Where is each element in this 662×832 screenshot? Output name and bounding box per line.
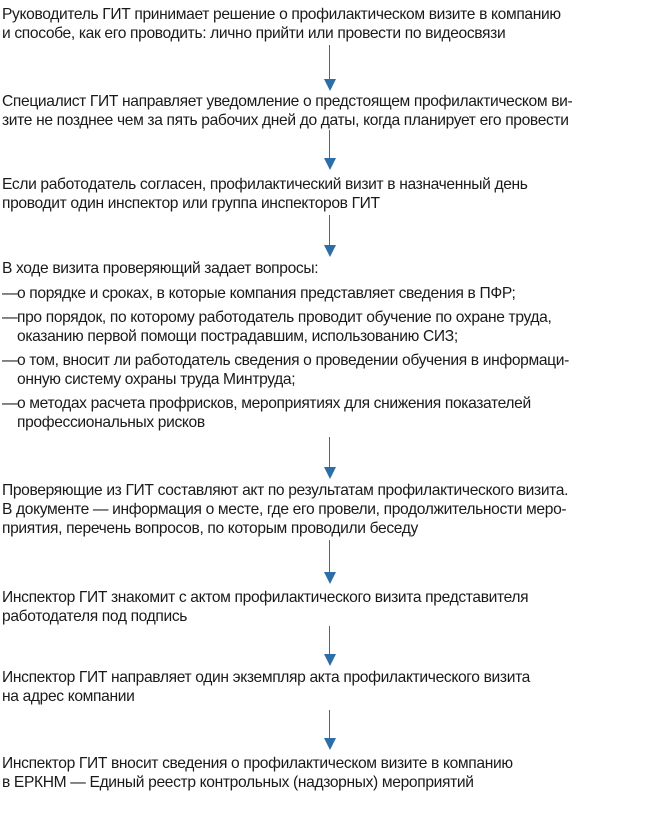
step-text: проводит один инспектор или группа инспекторов ГИТ xyxy=(2,195,380,212)
step-text: В документе — информация о месте, где его провели, продолжительности меро- xyxy=(2,501,567,518)
step-8 xyxy=(2,754,658,792)
step-text: Инспектор ГИТ знакомит с актом профилактического визита представителя xyxy=(2,589,529,606)
step-text: Инспектор ГИТ направляет один экземпляр акта профилактического визита xyxy=(2,669,531,686)
dash-bullet: — xyxy=(2,395,18,412)
arrow-down-icon xyxy=(323,45,337,91)
arrow-down-icon xyxy=(323,437,337,479)
question-item: —о том, вносит ли работодатель сведения о проведении обучения в информаци- онную систему охраны труда Минтруда; xyxy=(2,352,569,388)
step-text: Специалист ГИТ направляет уведомление о предстоящем профилактическом ви- xyxy=(2,93,573,110)
step-text: В ходе визита проверяющий задает вопросы: xyxy=(2,260,319,277)
step-6 xyxy=(2,588,658,626)
step-text: приятия, перечень вопросов, по которым проводили беседу xyxy=(2,520,418,537)
arrow-down-icon xyxy=(323,130,337,170)
step-2 xyxy=(2,92,658,130)
step-text: на адрес компании xyxy=(2,688,135,705)
step-3 xyxy=(2,175,658,213)
arrow-down-icon xyxy=(323,540,337,584)
dash-bullet: — xyxy=(2,285,18,302)
arrow-down-icon xyxy=(323,626,337,666)
step-text: Проверяющие из ГИТ составляют акт по результатам профилактического визита. xyxy=(2,482,569,499)
step-text: и способе, как его проводить: лично прийти или провести по видеосвязи xyxy=(2,25,506,42)
step-text: Если работодатель согласен, профилактический визит в назначенный день xyxy=(2,176,528,193)
dash-bullet: — xyxy=(2,352,18,369)
step-text: в ЕРКНМ — Единый реестр контрольных (надзорных) мероприятий xyxy=(2,774,474,791)
arrow-down-icon xyxy=(323,710,337,750)
dash-bullet: — xyxy=(2,309,18,326)
question-item: —про порядок, по которому работодатель проводит обучение по охране труда, оказанию первой помощи пострадавшим, использованию СИЗ; xyxy=(2,309,552,345)
step-text: зите не позднее чем за пять рабочих дней до даты, когда планирует его провести xyxy=(2,112,569,129)
step-7 xyxy=(2,668,658,706)
step-5 xyxy=(2,481,658,538)
question-item: —о методах расчета профрисков, мероприятиях для снижения показателей профессиональных рисков xyxy=(2,395,531,431)
step-1 xyxy=(2,5,658,43)
step-text: работодателя под подпись xyxy=(2,608,188,625)
question-item: —о порядке и сроках, в которые компания представляет сведения в ПФР; xyxy=(2,285,516,302)
step-4 xyxy=(2,259,658,432)
arrow-down-icon xyxy=(323,215,337,257)
step-text: Инспектор ГИТ вносит сведения о профилактическом визите в компанию xyxy=(2,755,513,772)
step-text: Руководитель ГИТ принимает решение о профилактическом визите в компанию xyxy=(2,6,561,23)
